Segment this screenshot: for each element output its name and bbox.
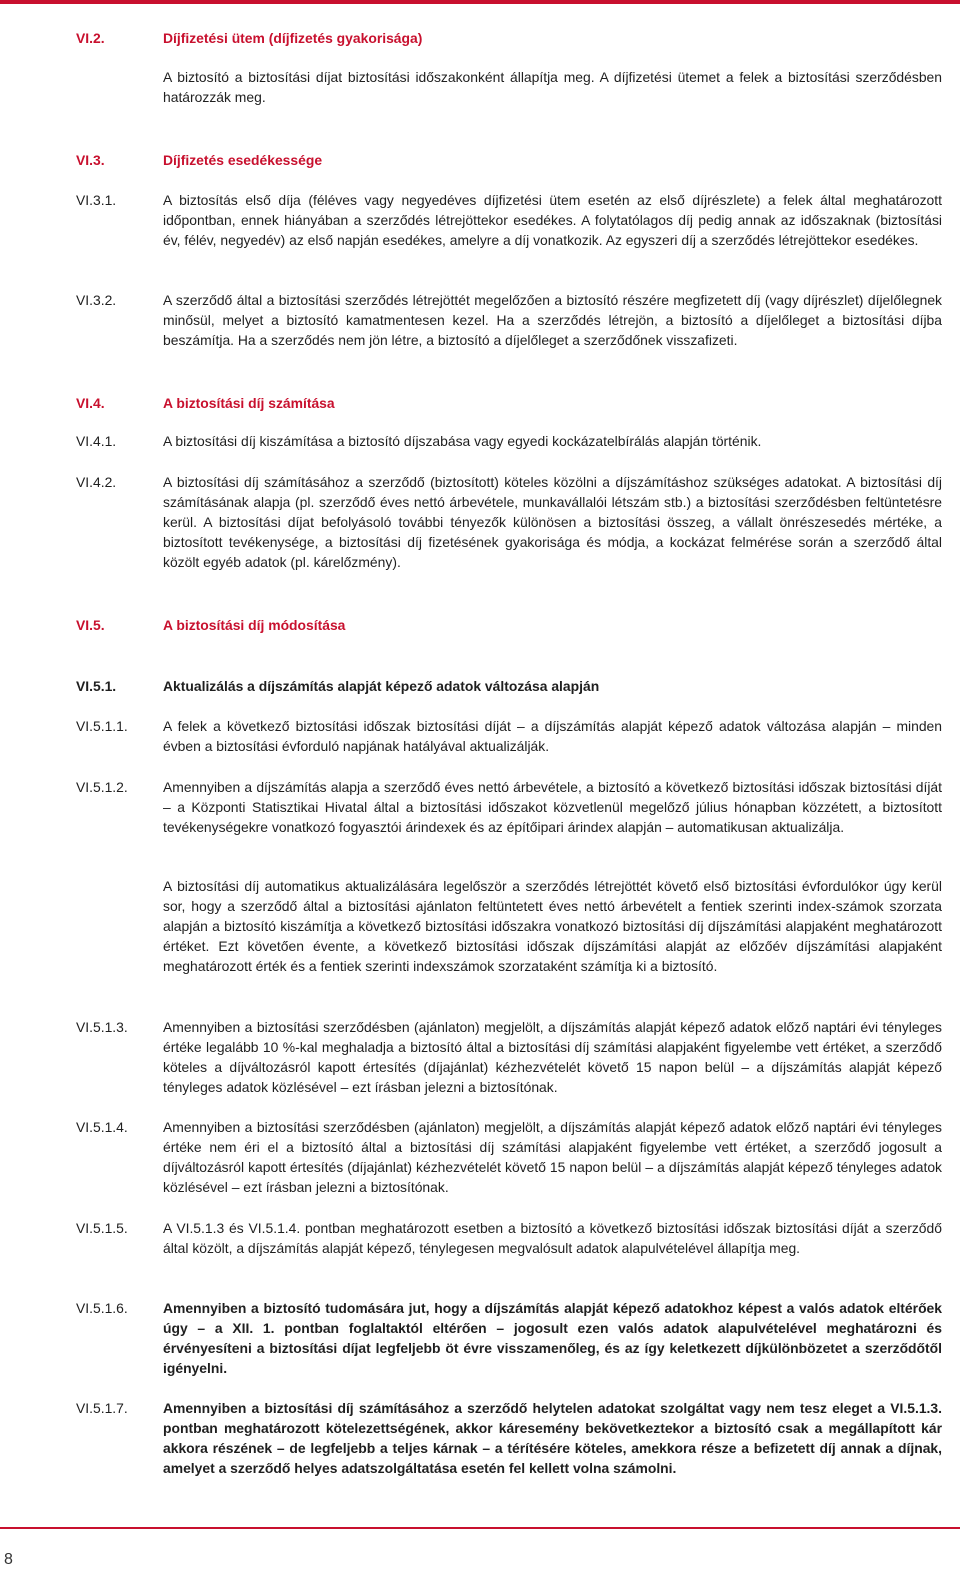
clause-text: Amennyiben a biztosító tudomására jut, hogy a díjszámítás alapját képező adatokhoz képest a valós adatok eltérőek úgy – a XII. 1. pontban foglaltaktól eltérően – jogosult ezen valós adatok alapulvételével meghatározni és érvényesíteni a biztosítási díjat legfeljebb öt évre visszamenőleg, és az így keletkezett díjkülönbözetet a szerződőtől igényelni. bbox=[163, 1300, 942, 1376]
clause-number: VI.5.1.2. bbox=[76, 779, 128, 795]
clause-text: Amennyiben a biztosítási szerződésben (ajánlaton) megjelölt, a díjszámítás alapját képező adatok előző naptári évi tényleges értéke legalább 10 %-kal meghaladja a biztosító által a biztosítási díj számítási alapjaként figyelembe vett értéket, a szerződő köteles a díjváltozásról kapott értesítés (díjajánlat) kézhezvételét követő 15 napon belül – a díjszámítás alapját képező tényleges adatok közlésével – ezt írásban jelezni a biztosítónak. bbox=[163, 1019, 942, 1095]
clause-text: Amennyiben a biztosítási szerződésben (ajánlaton) megjelölt, a díjszámítás alapját képező adatok előző naptári évi tényleges értéke nem éri el a biztosító által a biztosítási díj számítási alapjaként figyelembe vett értéket, a szerződő jogosult a díjváltozásról kapott értesítés (díjajánlat) kézhezvételét követő 15 napon belül – a díjszámítás alapját képező tényleges adatok közlésével – ezt írásban jelezni a biztosítónak. bbox=[163, 1119, 942, 1195]
clause-number: VI.5.1.3. bbox=[76, 1019, 128, 1035]
clause-number: VI.5.1.4. bbox=[76, 1119, 128, 1135]
section-title: A biztosítási díj számítása bbox=[163, 395, 335, 411]
clause-text: A biztosítási díj automatikus aktualizálására legelőször a szerződés létrejöttét követő első biztosítási évfordulókor úgy kerül sor, hogy a szerződő által a biztosítási ajánlaton feltüntetett éves nettó árbevételt a fentiek szerinti index-számok szorzata alapján a biztosító kiszámítja a következő biztosítási időszakra vonatkozó biztosítási díj díjszámítási alapjaként meghatározott értéket. Ezt követően évente, a következő biztosítási időszak díjszámítási alapját az előzőév díjszámítási alapjaként meghatározott érték és a fentiek szerinti indexszámok szorzataként számítja ki a biztosító. bbox=[163, 878, 942, 974]
clause-number: VI.3.1. bbox=[76, 192, 117, 208]
paragraph: A biztosító a biztosítási díjat biztosítási időszakonként állapítja meg. A díjfizetési ütemet a felek a biztosítási szerződésben határozzák meg. bbox=[163, 69, 942, 105]
clause-text: Amennyiben a díjszámítás alapja a szerződő éves nettó árbevétele, a biztosító a következő biztosítási időszak biztosítási díját – a Központi Statisztikai Hivatal által a biztosítási időszakot közvetlenül megelőző július hónapban közzétett, a biztosított tevékenységekre vonatkozó fogyasztói árindexek és az építőipari árindex alapján – automatikusan aktualizálja. bbox=[163, 779, 942, 835]
clause-number: VI.5.1.5. bbox=[76, 1220, 128, 1236]
clause-number: VI.5.1.1. bbox=[76, 718, 128, 734]
footer-rule bbox=[0, 1527, 960, 1529]
clause-number: VI.5.1.6. bbox=[76, 1300, 128, 1316]
section-number: VI.3. bbox=[76, 152, 105, 168]
subsection-title: Aktualizálás a díjszámítás alapját képező adatok változása alapján bbox=[163, 678, 600, 694]
page-number: 8 bbox=[4, 1551, 13, 1568]
section-number: VI.2. bbox=[76, 30, 105, 46]
clause-number: VI.5.1.7. bbox=[76, 1400, 128, 1416]
clause-text: A biztosítási díj kiszámítása a biztosító díjszabása vagy egyedi kockázatelbírálás alapján történik. bbox=[163, 433, 762, 449]
section-title: A biztosítási díj módosítása bbox=[163, 617, 346, 633]
top-rule bbox=[0, 0, 960, 4]
subsection-number: VI.5.1. bbox=[76, 678, 117, 694]
clause-number: VI.3.2. bbox=[76, 292, 117, 308]
clause-text: Amennyiben a biztosítási díj számításához a szerződő helytelen adatokat szolgáltat vagy nem tesz eleget a VI.5.1.3. pontban meghatározott kötelezettségének, akkor káresemény bekövetkeztekor a biztosító csak a megállapított kár akkora részének – de legfeljebb a teljes kárnak – a térítésére köteles, amekkora része a befizetett díj annak a díjnak, amelyet a szerződő helyes adatszolgáltatása esetén fel kellett volna számolni. bbox=[163, 1400, 942, 1476]
clause-number: VI.4.2. bbox=[76, 474, 117, 490]
clause-number: VI.4.1. bbox=[76, 433, 117, 449]
clause-text: A felek a következő biztosítási időszak biztosítási díját – a díjszámítás alapját képező adatok változása alapján – minden évben a biztosítási évforduló napjának hatályával aktualizálják. bbox=[163, 718, 942, 754]
section-title: Díjfizetés esedékessége bbox=[163, 152, 323, 168]
section-number: VI.5. bbox=[76, 617, 105, 633]
clause-text: A szerződő által a biztosítási szerződés létrejöttét megelőzően a biztosító részére megfizetett díj (vagy díjrészlet) díjelőlegnek minősül, melyet a biztosító kamatmentesen kezel. Ha a szerződés létrejön, a biztosító a díjelőleget a biztosítási díjba beszámítja. Ha a szerződés nem jön létre, a biztosító a díjelőleget a szerződőnek visszafizeti. bbox=[163, 292, 942, 348]
clause-text: A VI.5.1.3 és VI.5.1.4. pontban meghatározott esetben a biztosító a következő biztosítási időszak biztosítási díját a szerződő által közölt, a díjszámítás alapját képező, ténylegesen megvalósult adatok alapulvételével állapítja meg. bbox=[163, 1220, 942, 1256]
clause-text: A biztosítási díj számításához a szerződő (biztosított) köteles közölni a díjszámításhoz szükséges adatokat. A biztosítási díj számításának alapja (pl. szerződő éves nettó árbevétele, munkavállalói létszám stb.) a biztosítási szerződésben feltüntetésre kerül. A biztosítási díjat befolyásoló további tényezők különösen a biztosítási összeg, a vállalt önrészesedés mértéke, a biztosított tevékenysége, a biztosítási díj fizetésének gyakorisága és módja, a kockázat felmérése során a szerződő által közölt egyéb adatok (pl. kárelőzmény). bbox=[163, 474, 942, 570]
clause-text: A biztosítás első díja (féléves vagy negyedéves díjfizetési ütem esetén az első díjrészlete) a felek által meghatározott időpontban, ennek hiányában a szerződés létrejöttekor esedékes. A folytatólagos díj pedig annak az időszaknak (biztosítási év, félév, negyedév) az első napján esedékes, amelyre a díj vonatkozik. Az egyszeri díj a szerződés létrejöttekor esedékes. bbox=[163, 192, 942, 248]
section-number: VI.4. bbox=[76, 395, 105, 411]
section-title: Díjfizetési ütem (díjfizetés gyakorisága) bbox=[163, 30, 423, 46]
